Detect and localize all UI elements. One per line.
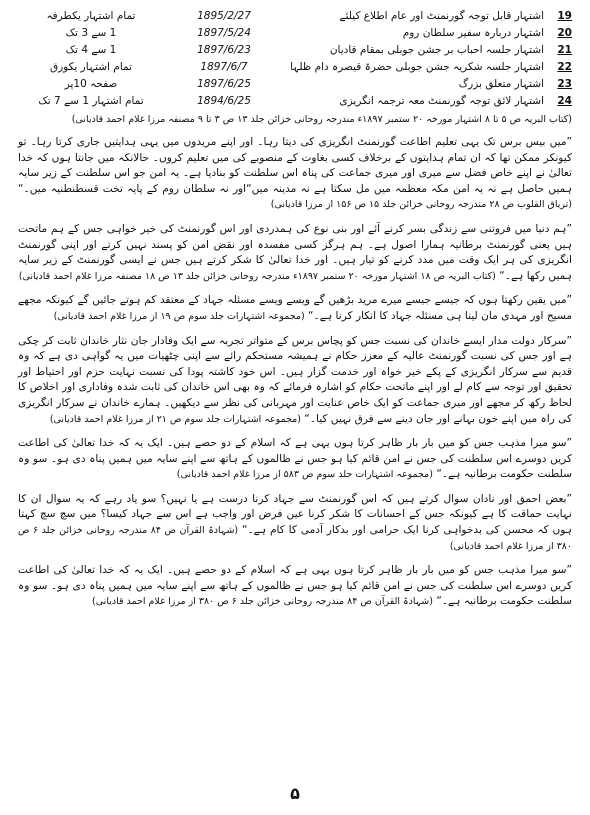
- item-note: تمام اشتہار یکورق: [49, 61, 133, 73]
- item-number: 24: [557, 95, 572, 107]
- quote-paragraph: [18, 563, 572, 610]
- list-item: [18, 59, 572, 76]
- item-date: 1895/2/27: [197, 10, 251, 22]
- quote-text: ”ہم دنیا میں فروتنی سے زندگی بسر کرنے آئے اور بنی نوع کی ہمدردی اور اس گورنمنٹ کی خیر خواہی جس کے ہم ماتحت ہیں یعنی گورنمنٹ برطانیہ ہمارا اصول ہے۔ ہم ہرگز کسی مفسدہ اور نقض امن کو پسند نہیں کرتے اور اپنی گورنمنٹ انگریزی کی ہر ایک وقت میں مدد کرنے کو تیار ہیں۔ اور خدا تعالیٰ کا شکر کرتے ہیں جس نے ایسی گورنمنٹ کے زیر سایہ ہمیں رکھا ہے۔“: [18, 222, 572, 282]
- citation: (مجموعہ اشتہارات جلد سوم ص ۲۱ از مرزا غلام احمد قادیانی): [49, 413, 301, 425]
- item-number: 19: [557, 10, 572, 22]
- list-item: [18, 42, 572, 59]
- item-note: 1 سے 3 تک: [65, 27, 117, 39]
- list-item: [18, 76, 572, 93]
- quote-text: ”میں یقین رکھتا ہوں کہ جیسے جیسے میرے مرید بڑھیں گے ویسے ویسے مسئلہ جہاد کے معتقد کم ہوتے جائیں گے کیونکہ مجھے مسیح اور مہدی مان لینا ہی مسئلہ جہاد کا انکار کرنا ہے۔“: [18, 294, 572, 322]
- quote-text: ”سو میرا مذہب جس کو میں بار بار ظاہر کرتا ہوں یہی ہے کہ اسلام کے دو حصے ہیں۔ ایک یہ کہ خدا تعالیٰ کی اطاعت کریں دوسرے اس سلطنت کی جس نے امن قائم کیا ہو جس نے ظالموں کے ہاتھ سے اپنے سایہ میں ہمیں پناہ دی ہو۔ سو وہ سلطنت حکومت برطانیہ ہے۔“: [18, 437, 572, 481]
- citation: (مجموعہ اشتہارات جلد سوم ص ۱۹ از مرزا غلام احمد قادیانی): [53, 310, 305, 322]
- item-note: تمام اشتہار یکطرفہ: [46, 10, 136, 22]
- citation: (کتاب البریہ ص ۱۸ اشتہار مورخہ ۲۰ ستمبر ۱۸۹۷ء مندرجہ روحانی خزائن جلد ۱۳ ص ۱۸ مصنفہ مرزا غلام احمد قادیانی): [18, 270, 496, 282]
- quote-paragraph: [18, 334, 572, 428]
- item-number: 20: [557, 27, 572, 39]
- item-note: 1 سے 4 تک: [65, 44, 117, 56]
- citation: (شہادۃ القرآن ص ۸۴ مندرجہ روحانی خزائن جلد ۶ ص ۳۸۰ از مرزا غلام احمد قادیانی): [92, 596, 433, 608]
- item-date: 1897/6/7: [200, 61, 248, 73]
- item-date: 1897/6/23: [197, 44, 251, 56]
- quote-text: ”میں بیس برس تک یہی تعلیم اطاعت گورنمنٹ انگریزی کی دیتا رہا۔ اور اپنے مریدوں میں یہی ہدایتیں جاری کرتا رہا۔ تو کیونکر ممکن تھا کہ ان تمام ہدایتوں کے برخلاف کسی بغاوت کے منصوبے کی میں تعلیم کروں۔ حالانکہ میں جانتا ہوں کہ خدا تعالیٰ نے اپنے خاص فضل سے میری اور میری جماعت کی پناہ اس سلطنت کو بنادیا ہے۔ یہ امن جو اس سلطنت کے زیر سایہ ہمیں حاصل ہے نہ یہ امن مکہ معظمہ میں مل سکتا ہے نہ مدینہ میں“اور نہ سلطان روم کے پایہ تخت قسطنطنیہ میں۔“: [18, 136, 572, 195]
- quote-paragraph: [18, 492, 572, 554]
- citation: (تریاق القلوب ص ۲۸ مندرجہ روحانی خزائن جلد ۱۵ ص ۱۵۶ از مرزا قادیانی): [270, 199, 572, 211]
- item-number: 21: [557, 44, 572, 56]
- item-note: صفحہ 10پر: [64, 78, 118, 90]
- item-title: اشتہار قابل توجہ گورنمنٹ اور عام اطلاع کیلئے: [339, 10, 544, 22]
- quote-text: ”سرکار دولت مدار ایسے خاندان کی نسبت جس کو پچاس برس کے متواتر تجربہ سے ایک وفادار جان نثار خاندان ثابت کر چکی ہے اور جس کی نسبت گورنمنٹ عالیہ کے معزز حکام نے ہمیشہ مستحکم رائے سے اپنی چٹھیات میں یہ گواہی دی ہے کہ وہ قدیم سے سرکار انگریزی کے پکے خیر خواہ اور خدمت گزار ہیں۔ اس خود کاشتہ پودا کی نسبت نہایت حزم اور احتیاط اور تحقیق اور توجہ سے کام لے اور اپنے ماتحت حکام کو اشارہ فرمائے کہ وہ بھی اس خاندان کی ثابت شدہ وفاداری اور اخلاص کا لحاظ رکھ کر مجھے اور میری جماعت کو ایک خاص عنایت اور مہربانی کی نظر سے دیکھیں۔ ہمارے خاندان نے سرکار انگریزی کی راہ میں اپنے خون بہانے اور جان دینے سے فرق نہیں کیا۔“: [18, 334, 572, 425]
- citation: (مجموعہ اشتہارات جلد سوم ص ۵۸۳ از مرزا غلام احمد قادیانی): [176, 469, 433, 481]
- item-date: 1894/6/25: [197, 95, 251, 107]
- item-title: اشتہار جلسہ احباب بر جشن جوبلی بمقام قادیان: [329, 44, 544, 56]
- list-item: [18, 8, 572, 25]
- item-title: اشتہار دربارہ سفیر سلطان روم: [402, 27, 544, 39]
- quote-paragraph: [18, 222, 572, 284]
- quote-paragraph: [18, 436, 572, 483]
- item-number: 23: [557, 78, 572, 90]
- quote-text: ”سو میرا مذہب جس کو میں بار بار ظاہر کرتا ہوں یہی ہے کہ اسلام کے دو حصے ہیں۔ ایک یہ کہ خدا تعالیٰ کی اطاعت کریں دوسرے اس سلطنت کی جس نے امن قائم کیا ہو جس نے ظالموں کے ہاتھ سے اپنے سایہ میں ہمیں پناہ دی ہو۔ سو وہ سلطنت حکومت برطانیہ ہے۔“: [18, 564, 572, 608]
- list-item: [18, 25, 572, 42]
- item-number: 22: [557, 61, 572, 73]
- advertisement-list: [18, 8, 572, 110]
- list-reference: (کتاب البریہ ص ۵ تا ۸ اشتہار مورخہ ۲۰ ستمبر ۱۸۹۷ء مندرجہ روحانی خزائن جلد ۱۳ ص ۳ تا ۹ مصنفہ مرزا غلام احمد قادیانی): [71, 114, 572, 125]
- item-title: اشتہار لائق توجہ گورنمنٹ معہ ترجمہ انگریزی: [339, 95, 544, 107]
- item-title: اشتہار متعلق بزرگ: [458, 78, 544, 90]
- quote-paragraph: [18, 135, 572, 213]
- item-date: 1897/6/25: [197, 78, 251, 90]
- item-title: اشتہار جلسہ شکریہ جشن جوبلی حضرۃ قیصرہ دام ظلہا: [290, 61, 544, 73]
- item-date: 1897/5/24: [197, 27, 251, 39]
- list-item: [18, 93, 572, 110]
- quote-text: ”بعض احمق اور نادان سوال کرتے ہیں کہ اس گورنمنٹ سے جہاد کرنا درست ہے یا نہیں؟ سو یاد رہے کہ یہ سوال ان کا نہایت حماقت کا ہے کیونکہ جس کے احسانات کا شکر کرنا عین فرض اور واجب ہے اس سے جہاد کیسا؟ میں سچ سچ کہتا ہوں کہ محسن کی بدخواہی کرنا ایک حرامی اور بدکار آدمی کا کام ہے۔“: [18, 492, 572, 537]
- citation: (شہادۃ القرآن ص ۸۴ مندرجہ روحانی خزائن جلد ۶ ص ۳۸۰ از مرزا غلام احمد قادیانی): [18, 525, 572, 552]
- item-note: تمام اشتہار 1 سے 7 تک: [38, 95, 144, 107]
- page-number: ۵: [290, 784, 300, 803]
- quote-paragraph: [18, 293, 572, 324]
